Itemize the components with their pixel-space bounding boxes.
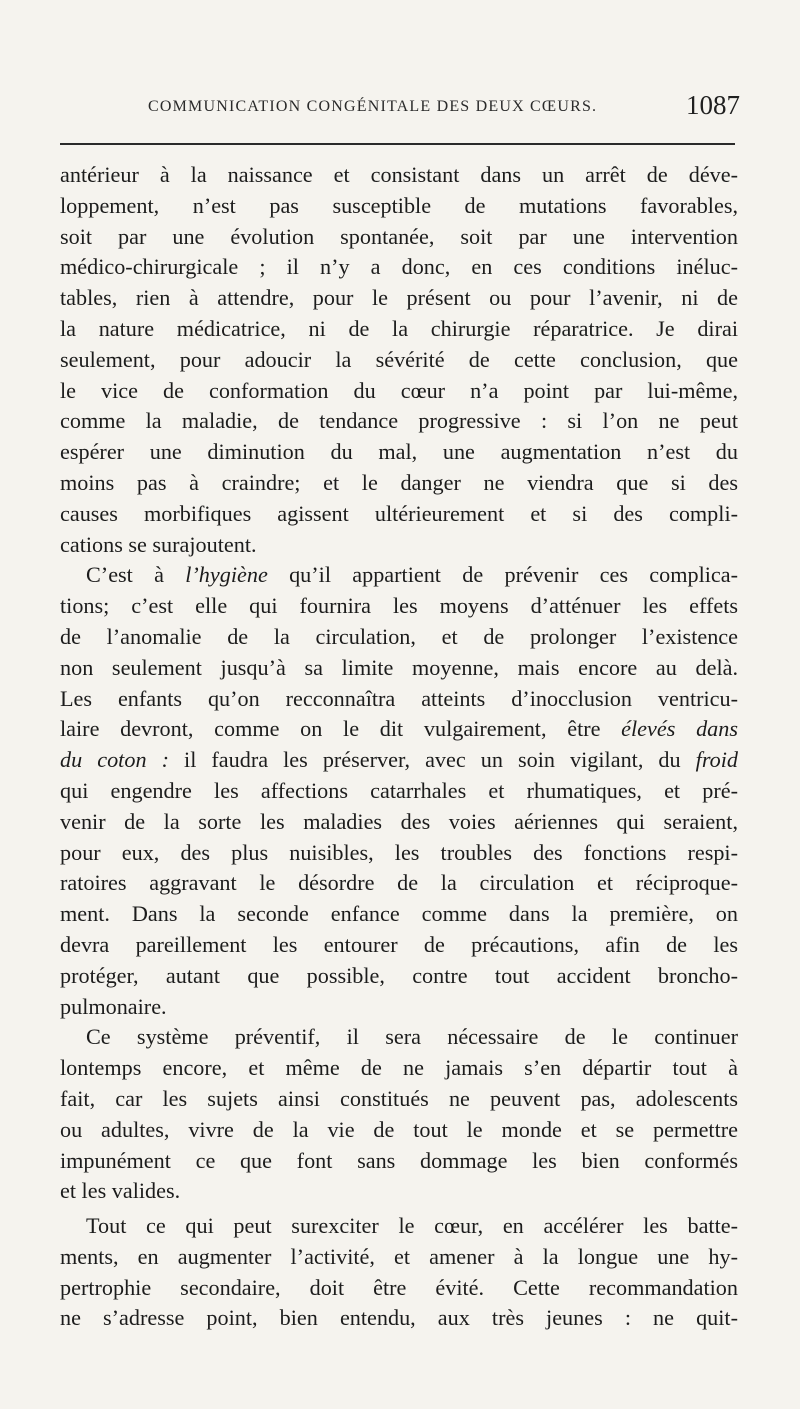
text-line: le vice de conformation du cœur n’a point par lui-même, bbox=[60, 377, 738, 403]
text-line: Les enfants qu’on recconnaîtra atteints d’inocclusion ventricu- bbox=[60, 685, 738, 711]
text-run: qu’il appartient de prévenir ces complica- bbox=[267, 562, 738, 588]
text-line: ratoires aggravant le désordre de la circulation et réciproque- bbox=[60, 870, 738, 896]
text-line: protéger, autant que possible, contre tout accident broncho- bbox=[60, 962, 738, 988]
text-run: laire devront, comme on le dit vulgairement, être bbox=[60, 716, 622, 742]
text-line: ou adultes, vivre de la vie de tout le monde et se permettre bbox=[60, 1116, 738, 1142]
text-line: soit par une évolution spontanée, soit par une intervention bbox=[60, 223, 738, 249]
text-line: antérieur à la naissance et consistant dans un arrêt de déve- bbox=[60, 162, 738, 187]
emphasis-text: l’hygiène bbox=[185, 562, 268, 588]
text-line: non seulement jusqu’à sa limite moyenne, mais encore au delà. bbox=[60, 654, 738, 680]
text-line: pertrophie secondaire, doit être évité. Cette recommandation bbox=[60, 1274, 738, 1300]
text-line: médico-chirurgicale ; il n’y a donc, en ces conditions inéluc- bbox=[60, 254, 738, 280]
text-line: la nature médicatrice, ni de la chirurgie réparatrice. Je dirai bbox=[60, 315, 738, 341]
text-line: tables, rien à attendre, pour le présent ou pour l’avenir, ni de bbox=[60, 285, 738, 311]
page-number: 1087 bbox=[686, 90, 740, 120]
text-run: C’est à bbox=[86, 562, 186, 588]
text-line: Ce système préventif, il sera nécessaire de le continuer bbox=[86, 1024, 738, 1050]
text-line: moins pas à craindre; et le danger ne viendra que si des bbox=[60, 469, 738, 495]
text-line: Tout ce qui peut surexciter le cœur, en accélérer les batte- bbox=[86, 1213, 738, 1239]
paragraph-2 bbox=[60, 560, 738, 1022]
emphasis-text: du coton : bbox=[60, 747, 169, 773]
text-line bbox=[60, 745, 738, 776]
text-line: seulement, pour adoucir la sévérité de cette conclusion, que bbox=[60, 346, 738, 372]
text-line: devra pareillement les entourer de précautions, afin de les bbox=[60, 931, 738, 957]
text-line: comme la maladie, de tendance progressive : si l’on ne peut bbox=[60, 408, 738, 434]
text-line: espérer une diminution du mal, une augmentation n’est du bbox=[60, 439, 738, 465]
paragraph-4 bbox=[60, 1211, 738, 1334]
text-line: fait, car les sujets ainsi constitués ne peuvent pas, adolescents bbox=[60, 1085, 738, 1111]
emphasis-text: froid bbox=[695, 747, 738, 773]
text-line: pulmonaire. bbox=[60, 993, 167, 1019]
text-line: qui engendre les affections catarrhales et rhumatiques, et pré- bbox=[60, 777, 738, 803]
text-line: loppement, n’est pas susceptible de mutations favorables, bbox=[60, 192, 738, 218]
text-line: ments, en augmenter l’activité, et amener à la longue une hy- bbox=[60, 1243, 738, 1269]
text-line: ne s’adresse point, bien entendu, aux très jeunes : ne quit- bbox=[60, 1305, 738, 1331]
text-line: venir de la sorte les maladies des voies aériennes qui seraient, bbox=[60, 808, 738, 834]
text-line bbox=[60, 714, 738, 745]
text-line: cations se surajoutent. bbox=[60, 531, 257, 557]
page-header bbox=[140, 90, 740, 126]
text-line: impunément ce que font sans dommage les bien conformés bbox=[60, 1147, 738, 1173]
text-line: de l’anomalie de la circulation, et de prolonger l’existence bbox=[60, 623, 738, 649]
running-head: COMMUNICATION CONGÉNITALE DES DEUX CŒURS. bbox=[148, 98, 598, 115]
text-line bbox=[60, 560, 738, 591]
header-rule bbox=[60, 143, 735, 145]
text-run: il faudra les préserver, avec un soin vigilant, du bbox=[168, 747, 696, 773]
text-line: tions; c’est elle qui fournira les moyens d’atténuer les effets bbox=[60, 593, 738, 619]
paragraph-1 bbox=[60, 160, 738, 560]
text-line: lontemps encore, et même de ne jamais s’en départir tout à bbox=[60, 1055, 738, 1081]
text-line: pour eux, des plus nuisibles, les troubles des fonctions respi- bbox=[60, 839, 738, 865]
emphasis-text: élevés dans bbox=[621, 716, 738, 742]
paragraph-3 bbox=[60, 1022, 738, 1207]
text-line: ment. Dans la seconde enfance comme dans la première, on bbox=[60, 901, 738, 927]
body-text bbox=[60, 160, 738, 1334]
text-line: et les valides. bbox=[60, 1178, 181, 1204]
text-line: causes morbifiques agissent ultérieurement et si des compli- bbox=[60, 500, 738, 526]
